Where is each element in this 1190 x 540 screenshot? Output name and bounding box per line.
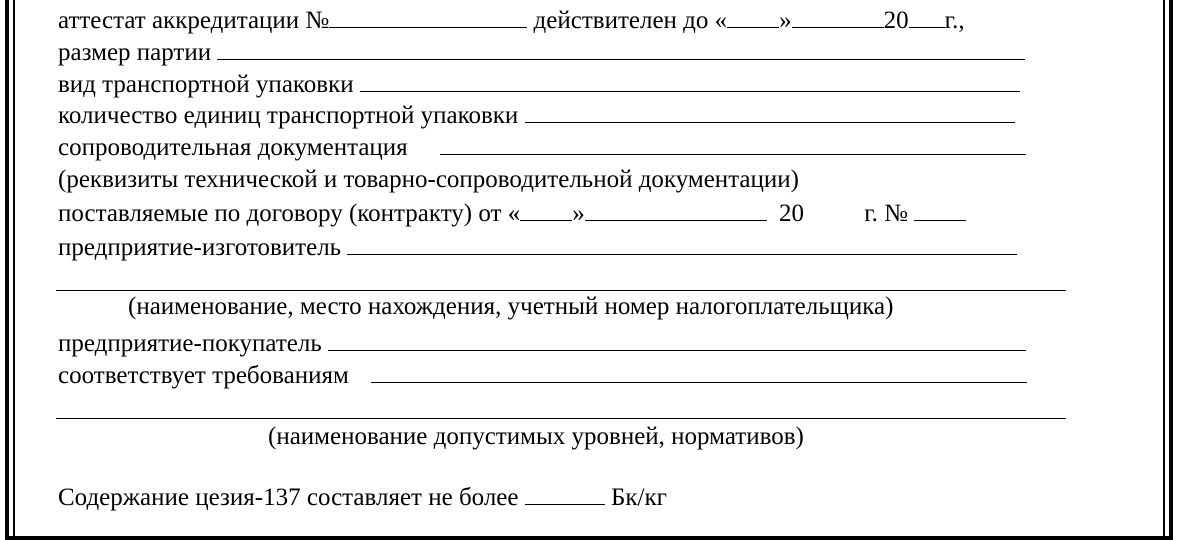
requirements-continuation-field[interactable] (56, 418, 1066, 419)
manufacturer-field[interactable] (347, 231, 1017, 255)
year-suffix: г., (944, 7, 965, 34)
accreditation-line (58, 4, 965, 36)
manufacturer-line (58, 231, 1017, 263)
accompanying-docs-hint: (реквизиты технической и товарно-сопроводительной документации) (58, 166, 799, 193)
cesium-unit: Бк/кг (611, 484, 667, 511)
accreditation-label: аттестат аккредитации № (58, 7, 330, 34)
contract-quote-close: » (572, 200, 585, 227)
accompanying-docs-hint-line (58, 165, 799, 195)
packaging-type-line (58, 68, 1020, 100)
contract-number-label: г. № (864, 200, 909, 227)
packaging-count-label: количество единиц транспортной упаковки (58, 102, 519, 129)
valid-until-label: действителен до « (533, 7, 728, 34)
cesium-line (58, 481, 667, 513)
cesium-value-field[interactable] (525, 481, 605, 505)
packaging-type-label: вид транспортной упаковки (58, 71, 354, 98)
contract-year-prefix: 20 (778, 200, 804, 227)
valid-until-year-field[interactable] (909, 4, 945, 28)
contract-label: поставляемые по договору (контракту) от « (58, 200, 521, 227)
requirements-hint: (наименование допустимых уровней, нормативов) (268, 423, 804, 450)
buyer-label: предприятие-покупатель (58, 330, 322, 357)
packaging-count-line (58, 99, 1015, 131)
contract-day-field[interactable] (520, 197, 572, 221)
contract-number-field[interactable] (914, 197, 966, 221)
quote-close: » (779, 7, 792, 34)
cesium-text: Содержание цезия-137 составляет не более (58, 484, 519, 511)
batch-size-label: размер партии (58, 39, 212, 66)
requirements-line (58, 359, 1027, 391)
contract-month-field[interactable] (585, 197, 767, 221)
buyer-field[interactable] (328, 327, 1026, 351)
manufacturer-label: предприятие-изготовитель (58, 234, 342, 261)
valid-until-month-field[interactable] (792, 4, 884, 28)
buyer-line (58, 327, 1026, 359)
manufacturer-continuation-field[interactable] (56, 290, 1066, 291)
accompanying-docs-label: сопроводительная документация (58, 134, 408, 161)
packaging-count-field[interactable] (525, 99, 1015, 123)
batch-size-line (58, 36, 1025, 68)
accompanying-docs-field[interactable] (440, 131, 1026, 155)
requirements-label: соответствует требованиям (58, 362, 349, 389)
manufacturer-hint: (наименование, место нахождения, учетный номер налогоплательщика) (128, 293, 894, 320)
accreditation-number-field[interactable] (329, 4, 527, 28)
year-prefix: 20 (883, 7, 909, 34)
requirements-field[interactable] (371, 359, 1027, 383)
packaging-type-field[interactable] (360, 68, 1020, 92)
batch-size-field[interactable] (217, 36, 1025, 60)
accompanying-docs-line (58, 131, 1026, 163)
contract-line (58, 197, 966, 229)
valid-until-day-field[interactable] (727, 4, 779, 28)
